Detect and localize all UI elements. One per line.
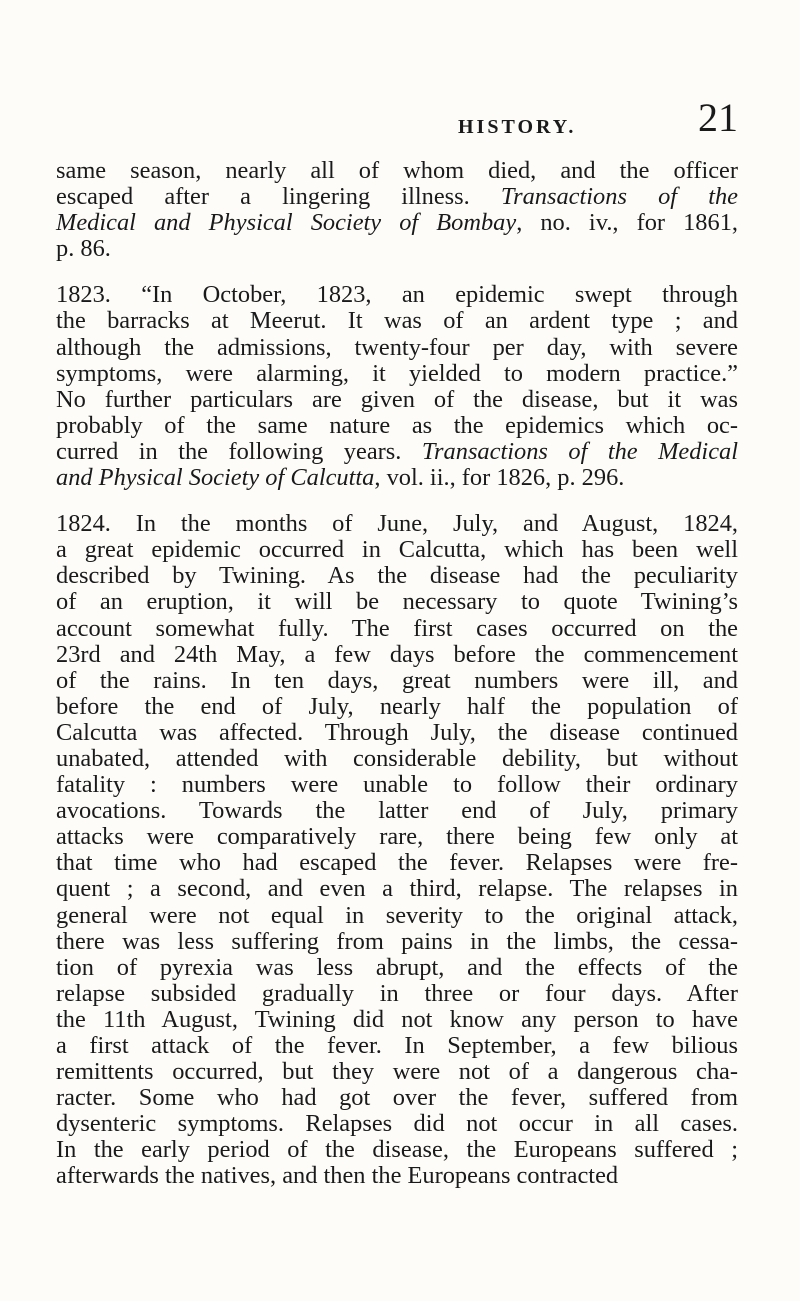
text-run: account somewhat fully. The first cases occurred on the <box>56 614 738 642</box>
text-run: same season, nearly all of whom died, and the officer <box>56 157 738 184</box>
text-line <box>56 694 738 720</box>
text-run: of an eruption, it will be necessary to quote Twining’s <box>56 588 738 616</box>
text-line <box>56 563 738 589</box>
text-line <box>56 589 738 615</box>
paragraph <box>56 158 738 262</box>
text-run: 1824. In the months of June, July, and August, 1824, <box>56 510 738 538</box>
citation-italic: and Physical Society of Calcutta <box>56 464 375 492</box>
text-run: Calcutta was affected. Through July, the disease continued <box>56 718 738 746</box>
text-line <box>56 720 738 746</box>
text-run: fatality : numbers were unable to follow their ordinary <box>56 771 738 799</box>
running-head <box>190 95 738 140</box>
text-run: , no. iv., for 1861, <box>516 209 738 237</box>
text-line <box>56 798 738 824</box>
text-run: probably of the same nature as the epidemics which oc- <box>56 411 738 439</box>
text-line <box>56 413 738 439</box>
text-line <box>56 439 738 465</box>
paragraph <box>56 511 738 1189</box>
text-line <box>56 335 738 361</box>
text-line <box>56 184 738 210</box>
text-run: described by Twining. As the disease had the peculiarity <box>56 562 738 590</box>
text-run: a first attack of the fever. In September, a few bilious <box>56 1032 738 1059</box>
text-line <box>56 236 738 262</box>
citation-italic: Transactions of the <box>500 183 738 211</box>
text-run: remittents occurred, but they were not of a dangerous cha- <box>56 1058 738 1086</box>
paragraph-gap <box>56 262 738 282</box>
text-line <box>56 981 738 1007</box>
text-line <box>56 282 738 308</box>
text-run: symptoms, were alarming, it yielded to modern practice.” <box>56 359 738 387</box>
text-run: the 11th August, Twining did not know any person to have <box>56 1005 738 1033</box>
citation-italic: Medical and Physical Society of Bombay <box>56 209 517 237</box>
paragraph <box>56 282 738 491</box>
text-line <box>56 955 738 981</box>
text-line <box>56 746 738 772</box>
text-line <box>56 361 738 387</box>
text-line <box>56 1111 738 1137</box>
running-title: HISTORY. <box>458 116 577 138</box>
text-line <box>56 929 738 955</box>
text-run: p. 86. <box>56 235 111 263</box>
text-run: quent ; a second, and even a third, relapse. The relapses in <box>56 875 738 903</box>
text-run: curred in the following years. <box>56 437 422 465</box>
text-run: there was less suffering from pains in the limbs, the cessa- <box>56 927 738 955</box>
text-run: of the rains. In ten days, great numbers were ill, and <box>56 666 738 694</box>
text-run: avocations. Towards the latter end of July, primary <box>56 797 738 825</box>
text-line <box>56 668 738 694</box>
text-line <box>56 1163 738 1189</box>
text-line <box>56 1085 738 1111</box>
text-run: relapse subsided gradually in three or four days. After <box>56 979 738 1007</box>
text-run: although the admissions, twenty-four per day, with severe <box>56 333 738 361</box>
text-run: the barracks at Meerut. It was of an ardent type ; and <box>56 307 738 335</box>
text-run: 23rd and 24th May, a few days before the commencement <box>56 640 738 668</box>
text-line <box>56 772 738 798</box>
text-run: attacks were comparatively rare, there being few only at <box>56 823 738 851</box>
text-line <box>56 824 738 850</box>
text-run: , vol. ii., for 1826, p. 296. <box>374 464 625 492</box>
text-run: a great epidemic occurred in Calcutta, which has been well <box>56 536 738 564</box>
text-line <box>56 903 738 929</box>
paragraph-gap <box>56 491 738 511</box>
text-run: In the early period of the disease, the Europeans suffered ; <box>56 1136 738 1164</box>
text-line <box>56 642 738 668</box>
text-line <box>56 1059 738 1085</box>
text-run: racter. Some who had got over the fever, suffered from <box>56 1084 738 1112</box>
text-run: tion of pyrexia was less abrupt, and the effects of the <box>56 953 738 981</box>
text-run: unabated, attended with considerable debility, but without <box>56 744 738 772</box>
text-line <box>56 465 738 491</box>
body-text <box>56 158 738 1190</box>
text-line <box>56 511 738 537</box>
text-line <box>56 616 738 642</box>
text-run: 1823. “In October, 1823, an epidemic swept through <box>56 281 738 309</box>
text-line <box>56 537 738 563</box>
text-run: dysenteric symptoms. Relapses did not occur in all cases. <box>56 1110 738 1138</box>
text-run: before the end of July, nearly half the population of <box>56 692 738 720</box>
text-line <box>56 210 738 236</box>
text-line <box>56 850 738 876</box>
text-line <box>56 387 738 413</box>
text-line <box>56 308 738 334</box>
text-line <box>56 1137 738 1163</box>
text-run: that time who had escaped the fever. Relapses were fre- <box>56 849 738 877</box>
text-run: escaped after a lingering illness. <box>56 183 501 211</box>
text-run: general were not equal in severity to the original attack, <box>56 901 738 929</box>
text-line <box>56 1007 738 1033</box>
text-run: afterwards the natives, and then the Europeans contracted <box>56 1162 619 1190</box>
citation-italic: Transactions of the Medical <box>421 437 738 465</box>
page-number: 21 <box>698 95 738 140</box>
text-line <box>56 876 738 902</box>
text-line <box>56 158 738 184</box>
text-line <box>56 1033 738 1059</box>
text-run: No further particulars are given of the disease, but it was <box>56 385 738 413</box>
